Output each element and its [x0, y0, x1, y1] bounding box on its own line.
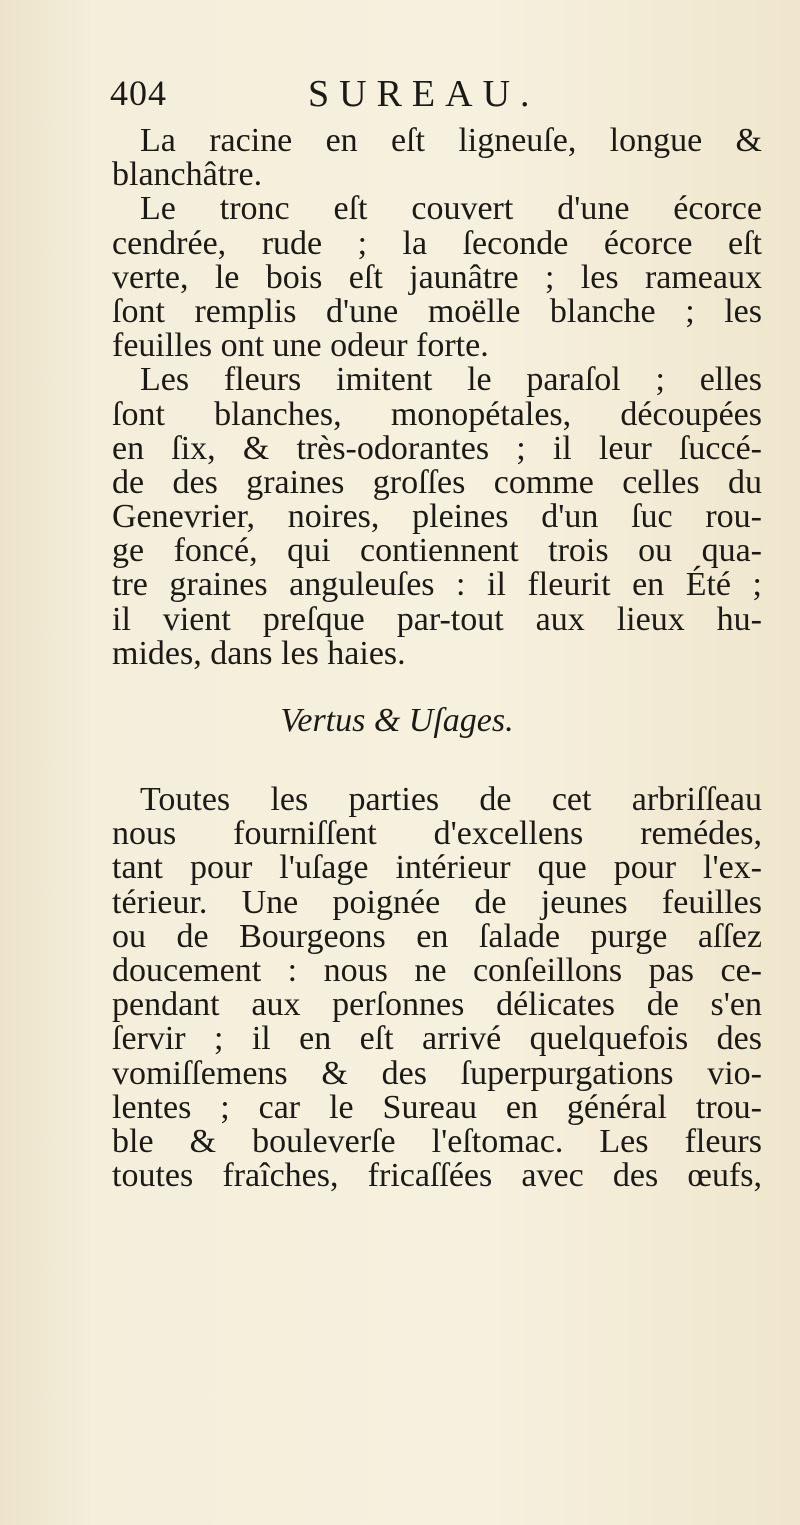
text-line: térieur. Une poignée de jeunes feuilles: [112, 883, 762, 921]
text-line: ſont blanches, monopétales, découpées: [112, 395, 762, 433]
text-line: ble & bouleverſe l'eſtomac. Les fleurs: [112, 1122, 762, 1160]
text-line: vomiſſemens & des ſuperpurgations vio-: [112, 1054, 762, 1092]
body-text: [112, 124, 762, 1193]
text-line: toutes fraîches, fricaſſées avec des œufs,: [112, 1157, 762, 1195]
paragraph-root-description: [112, 124, 762, 192]
text-line: ſont remplis d'une moëlle blanche ; les: [112, 292, 762, 330]
text-line: ge foncé, qui contiennent trois ou qua-: [112, 532, 762, 570]
page-header: [110, 72, 750, 122]
text-line: blanchâtre.: [112, 156, 263, 194]
text-line: Toutes les parties de cet arbriſſeau: [140, 781, 762, 818]
text-line: verte, le bois eſt jaunâtre ; les rameaux: [112, 258, 762, 296]
text-line: en ſix, & très-odorantes ; il leur ſuccé-: [112, 429, 762, 467]
text-line: ou de Bourgeons en ſalade purge aſſez: [112, 917, 762, 955]
text-line: Les fleurs imitent le paraſol ; elles: [140, 361, 762, 399]
text-line: il vient preſque par-tout aux lieux hu-: [112, 600, 762, 638]
paragraph-flowers-description: [112, 363, 762, 671]
text-line: Le tronc eſt couvert d'une écorce: [140, 190, 762, 228]
paragraph-virtues-uses: [112, 783, 762, 1193]
paragraph-trunk-description: [112, 192, 762, 363]
text-line: tre graines anguleuſes : il fleurit en Été ;: [112, 566, 762, 604]
running-head: SUREAU.: [308, 73, 540, 115]
spacer: [112, 741, 762, 783]
text-line: nous fourniſſent d'excellens remédes,: [112, 815, 762, 853]
text-line: La racine en eſt ligneuſe, longue &: [140, 122, 762, 159]
text-line: lentes ; car le Sureau en général trou-: [112, 1088, 762, 1126]
spacer: [112, 671, 762, 701]
text-line: tant pour l'uſage intérieur que pour l'ex-: [112, 849, 762, 887]
page-number: 404: [110, 73, 167, 113]
text-line: mides, dans les haies.: [112, 634, 406, 672]
text-line: pendant aux perſonnes délicates de s'en: [112, 986, 762, 1024]
text-line: de des graines groſſes comme celles du: [112, 463, 762, 501]
text-line: doucement : nous ne conſeillons pas ce-: [112, 951, 762, 989]
text-line: Genevrier, noires, pleines d'un ſuc rou-: [112, 498, 762, 536]
text-line: ſervir ; il en eſt arrivé quelquefois des: [112, 1020, 762, 1058]
text-line: cendrée, rude ; la ſeconde écorce eſt: [112, 224, 762, 262]
text-line: feuilles ont une odeur forte.: [112, 327, 489, 365]
section-heading: Vertus & Uſages.: [280, 702, 514, 739]
